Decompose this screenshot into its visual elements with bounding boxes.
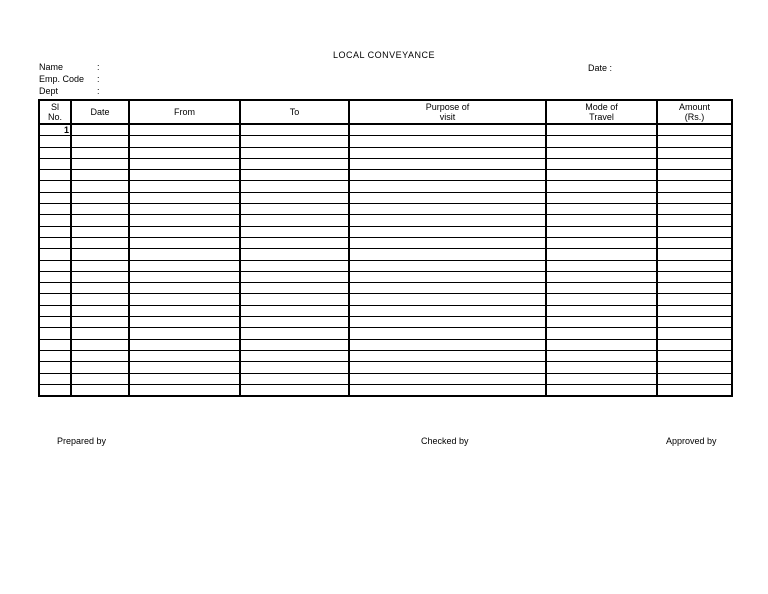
mode-cell[interactable]: [546, 158, 657, 169]
header-mode: Mode of Travel: [546, 100, 657, 124]
name-label: Name: [39, 62, 64, 72]
from-cell[interactable]: [129, 181, 240, 192]
date-cell[interactable]: [71, 271, 129, 282]
to-cell[interactable]: [240, 283, 349, 294]
purpose-cell[interactable]: [349, 260, 546, 271]
purpose-cell[interactable]: [349, 192, 546, 203]
amount-cell[interactable]: [657, 124, 732, 136]
sl-cell[interactable]: [39, 204, 71, 215]
sl-cell[interactable]: [39, 136, 71, 147]
date-cell[interactable]: [71, 124, 129, 136]
from-cell[interactable]: [129, 124, 240, 136]
sl-cell[interactable]: [39, 147, 71, 158]
to-cell[interactable]: [240, 339, 349, 350]
date-cell[interactable]: [71, 317, 129, 328]
name-separator: :: [97, 62, 100, 72]
to-cell[interactable]: [240, 249, 349, 260]
date-cell[interactable]: [71, 384, 129, 396]
date-cell[interactable]: [71, 294, 129, 305]
to-cell[interactable]: [240, 124, 349, 136]
mode-cell[interactable]: [546, 283, 657, 294]
sl-cell[interactable]: [39, 283, 71, 294]
amount-cell[interactable]: [657, 181, 732, 192]
sl-cell[interactable]: [39, 294, 71, 305]
to-cell[interactable]: [240, 215, 349, 226]
mode-cell[interactable]: [546, 339, 657, 350]
table-row: [39, 260, 732, 271]
table-row: [39, 192, 732, 203]
amount-cell[interactable]: [657, 136, 732, 147]
mode-cell[interactable]: [546, 136, 657, 147]
mode-cell[interactable]: [546, 170, 657, 181]
from-cell[interactable]: [129, 328, 240, 339]
amount-cell[interactable]: [657, 271, 732, 282]
amount-cell[interactable]: [657, 283, 732, 294]
from-cell[interactable]: [129, 147, 240, 158]
header-purpose: Purpose of visit: [349, 100, 546, 124]
sl-cell[interactable]: [39, 317, 71, 328]
amount-cell[interactable]: [657, 339, 732, 350]
amount-cell[interactable]: [657, 215, 732, 226]
dept-separator: :: [97, 86, 100, 96]
document-title: LOCAL CONVEYANCE: [332, 50, 436, 60]
amount-cell[interactable]: [657, 249, 732, 260]
mode-cell[interactable]: [546, 294, 657, 305]
purpose-cell[interactable]: [349, 158, 546, 169]
sl-cell[interactable]: [39, 271, 71, 282]
from-cell[interactable]: [129, 136, 240, 147]
mode-cell[interactable]: [546, 373, 657, 384]
mode-cell[interactable]: [546, 237, 657, 248]
purpose-cell[interactable]: [349, 215, 546, 226]
sl-cell[interactable]: [39, 350, 71, 361]
purpose-cell[interactable]: [349, 204, 546, 215]
name-field: [39, 62, 100, 73]
table-row: [39, 158, 732, 169]
amount-cell[interactable]: [657, 328, 732, 339]
approved-by-label: Approved by: [666, 436, 717, 446]
from-cell[interactable]: [129, 305, 240, 316]
mode-cell[interactable]: [546, 384, 657, 396]
date-cell[interactable]: [71, 260, 129, 271]
to-cell[interactable]: [240, 260, 349, 271]
to-cell[interactable]: [240, 158, 349, 169]
from-cell[interactable]: [129, 237, 240, 248]
mode-cell[interactable]: [546, 215, 657, 226]
table-row: [39, 294, 732, 305]
from-cell[interactable]: [129, 362, 240, 373]
dept-label: Dept: [39, 86, 59, 96]
to-cell[interactable]: [240, 305, 349, 316]
date-cell[interactable]: [71, 181, 129, 192]
to-cell[interactable]: [240, 204, 349, 215]
purpose-cell[interactable]: [349, 283, 546, 294]
date-cell[interactable]: [71, 350, 129, 361]
mode-cell[interactable]: [546, 226, 657, 237]
mode-cell[interactable]: [546, 181, 657, 192]
date-cell[interactable]: [71, 283, 129, 294]
from-cell[interactable]: [129, 226, 240, 237]
sl-cell[interactable]: [39, 362, 71, 373]
table-row: [39, 136, 732, 147]
to-cell[interactable]: [240, 170, 349, 181]
from-cell[interactable]: [129, 215, 240, 226]
table-row: [39, 271, 732, 282]
sl-cell[interactable]: [39, 260, 71, 271]
date-cell[interactable]: [71, 362, 129, 373]
date-cell[interactable]: [71, 147, 129, 158]
sl-cell[interactable]: [39, 237, 71, 248]
purpose-cell[interactable]: [349, 271, 546, 282]
purpose-cell[interactable]: [349, 305, 546, 316]
table-row: [39, 226, 732, 237]
sl-cell[interactable]: [39, 373, 71, 384]
to-cell[interactable]: [240, 271, 349, 282]
date-cell[interactable]: [71, 226, 129, 237]
sl-cell[interactable]: [39, 215, 71, 226]
date-cell[interactable]: [71, 192, 129, 203]
table-row: [39, 124, 732, 136]
date-cell[interactable]: [71, 170, 129, 181]
mode-cell[interactable]: [546, 328, 657, 339]
from-cell[interactable]: [129, 384, 240, 396]
from-cell[interactable]: [129, 350, 240, 361]
amount-cell[interactable]: [657, 317, 732, 328]
mode-cell[interactable]: [546, 305, 657, 316]
date-cell[interactable]: [71, 339, 129, 350]
table-row: [39, 373, 732, 384]
sl-cell[interactable]: [39, 339, 71, 350]
table-row: [39, 170, 732, 181]
sl-cell[interactable]: [39, 158, 71, 169]
sl-cell[interactable]: [39, 192, 71, 203]
to-cell[interactable]: [240, 373, 349, 384]
purpose-cell[interactable]: [349, 226, 546, 237]
sl-cell[interactable]: [39, 384, 71, 396]
to-cell[interactable]: [240, 362, 349, 373]
from-cell[interactable]: [129, 317, 240, 328]
from-cell[interactable]: [129, 249, 240, 260]
table-row: [39, 181, 732, 192]
sl-cell[interactable]: [39, 305, 71, 316]
to-cell[interactable]: [240, 328, 349, 339]
amount-cell[interactable]: [657, 350, 732, 361]
from-cell[interactable]: [129, 271, 240, 282]
purpose-cell[interactable]: [349, 237, 546, 248]
to-cell[interactable]: [240, 384, 349, 396]
from-cell[interactable]: [129, 339, 240, 350]
header-from: From: [129, 100, 240, 124]
emp-code-field: [39, 74, 100, 85]
prepared-by-label: Prepared by: [57, 436, 107, 446]
amount-cell[interactable]: [657, 305, 732, 316]
amount-cell[interactable]: [657, 237, 732, 248]
sl-cell[interactable]: [39, 226, 71, 237]
from-cell[interactable]: [129, 158, 240, 169]
mode-cell[interactable]: [546, 271, 657, 282]
purpose-cell[interactable]: [349, 362, 546, 373]
dept-field: [39, 86, 100, 97]
amount-cell[interactable]: [657, 158, 732, 169]
table-row: [39, 384, 732, 396]
amount-cell[interactable]: [657, 204, 732, 215]
header-sl-no: Sl No.: [39, 100, 71, 124]
mode-cell[interactable]: [546, 124, 657, 136]
to-cell[interactable]: [240, 136, 349, 147]
purpose-cell[interactable]: [349, 350, 546, 361]
purpose-cell[interactable]: [349, 373, 546, 384]
purpose-cell[interactable]: [349, 181, 546, 192]
table-row: [39, 237, 732, 248]
amount-cell[interactable]: [657, 192, 732, 203]
from-cell[interactable]: [129, 260, 240, 271]
mode-cell[interactable]: [546, 362, 657, 373]
from-cell[interactable]: [129, 294, 240, 305]
header-amount: Amount (Rs.): [657, 100, 732, 124]
date-cell[interactable]: [71, 158, 129, 169]
to-cell[interactable]: [240, 181, 349, 192]
table-row: [39, 204, 732, 215]
table-row: [39, 317, 732, 328]
amount-cell[interactable]: [657, 362, 732, 373]
emp-code-separator: :: [97, 74, 100, 84]
date-label: Date :: [588, 63, 613, 73]
amount-cell[interactable]: [657, 170, 732, 181]
date-cell[interactable]: [71, 328, 129, 339]
conveyance-table: [38, 99, 733, 397]
from-cell[interactable]: [129, 373, 240, 384]
table-row: [39, 305, 732, 316]
to-cell[interactable]: [240, 192, 349, 203]
amount-cell[interactable]: [657, 260, 732, 271]
table-row: [39, 215, 732, 226]
sl-cell[interactable]: 1: [39, 124, 71, 136]
date-cell[interactable]: [71, 136, 129, 147]
from-cell[interactable]: [129, 204, 240, 215]
emp-code-label: Emp. Code: [39, 74, 85, 84]
header-to: To: [240, 100, 349, 124]
mode-cell[interactable]: [546, 147, 657, 158]
from-cell[interactable]: [129, 170, 240, 181]
date-cell[interactable]: [71, 249, 129, 260]
purpose-cell[interactable]: [349, 328, 546, 339]
to-cell[interactable]: [240, 147, 349, 158]
table-row: [39, 147, 732, 158]
date-cell[interactable]: [71, 305, 129, 316]
amount-cell[interactable]: [657, 226, 732, 237]
date-cell[interactable]: [71, 237, 129, 248]
mode-cell[interactable]: [546, 192, 657, 203]
table-row: [39, 283, 732, 294]
table-row: [39, 362, 732, 373]
amount-cell[interactable]: [657, 384, 732, 396]
mode-cell[interactable]: [546, 317, 657, 328]
to-cell[interactable]: [240, 237, 349, 248]
sl-cell[interactable]: [39, 328, 71, 339]
mode-cell[interactable]: [546, 249, 657, 260]
purpose-cell[interactable]: [349, 147, 546, 158]
mode-cell[interactable]: [546, 260, 657, 271]
date-cell[interactable]: [71, 215, 129, 226]
purpose-cell[interactable]: [349, 249, 546, 260]
table-header-row: [39, 100, 732, 124]
checked-by-label: Checked by: [421, 436, 469, 446]
purpose-cell[interactable]: [349, 124, 546, 136]
amount-cell[interactable]: [657, 373, 732, 384]
sl-cell[interactable]: [39, 181, 71, 192]
table-row: [39, 328, 732, 339]
purpose-cell[interactable]: [349, 339, 546, 350]
purpose-cell[interactable]: [349, 317, 546, 328]
date-cell[interactable]: [71, 204, 129, 215]
table-row: [39, 249, 732, 260]
table-row: [39, 350, 732, 361]
to-cell[interactable]: [240, 350, 349, 361]
sl-cell[interactable]: [39, 249, 71, 260]
from-cell[interactable]: [129, 192, 240, 203]
amount-cell[interactable]: [657, 294, 732, 305]
date-cell[interactable]: [71, 373, 129, 384]
purpose-cell[interactable]: [349, 170, 546, 181]
table-row: [39, 339, 732, 350]
purpose-cell[interactable]: [349, 384, 546, 396]
mode-cell[interactable]: [546, 204, 657, 215]
header-date: Date: [71, 100, 129, 124]
sl-cell[interactable]: [39, 170, 71, 181]
amount-cell[interactable]: [657, 147, 732, 158]
mode-cell[interactable]: [546, 350, 657, 361]
to-cell[interactable]: [240, 226, 349, 237]
from-cell[interactable]: [129, 283, 240, 294]
to-cell[interactable]: [240, 294, 349, 305]
purpose-cell[interactable]: [349, 136, 546, 147]
to-cell[interactable]: [240, 317, 349, 328]
purpose-cell[interactable]: [349, 294, 546, 305]
